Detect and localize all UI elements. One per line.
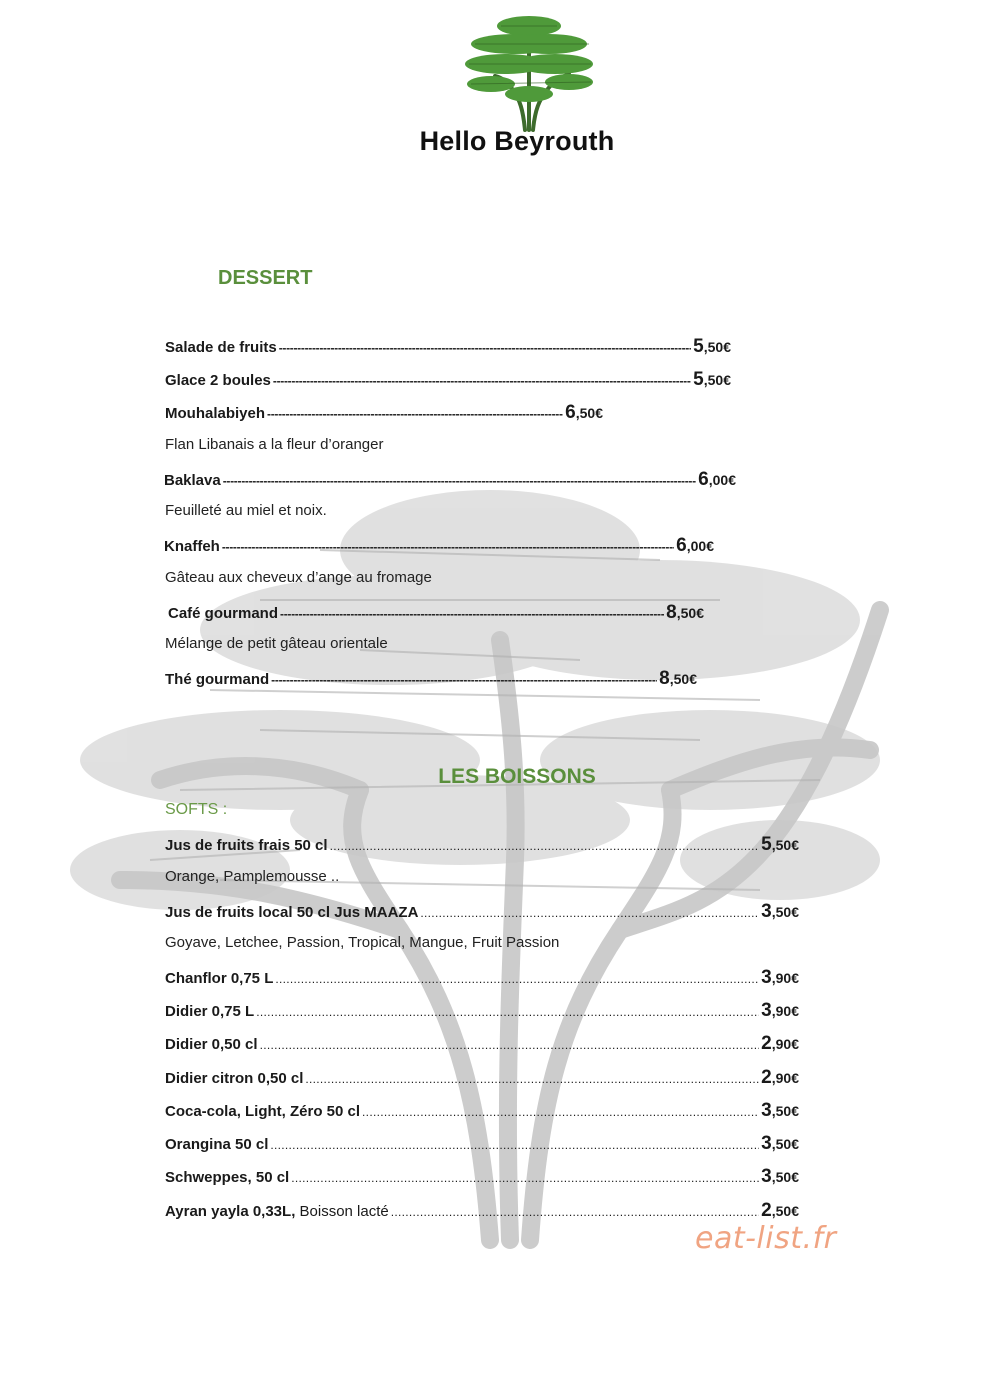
menu-item <box>165 402 603 424</box>
menu-item <box>165 1200 799 1222</box>
menu-item <box>165 967 799 989</box>
item-description: Mélange de petit gâteau orientale <box>165 635 388 652</box>
item-name: Didier 0,75 L <box>165 1003 255 1020</box>
leader-dots <box>420 906 759 920</box>
leader-dashes <box>223 474 696 488</box>
item-name: Baklava <box>164 472 221 489</box>
restaurant-name: Hello Beyrouth <box>419 126 615 156</box>
item-name: Didier 0,50 cl <box>165 1036 258 1053</box>
leader-dots <box>305 1072 759 1086</box>
item-name: Salade de fruits <box>165 339 277 356</box>
item-name: Jus de fruits local 50 cl Jus MAAZA <box>165 904 419 921</box>
menu-item <box>165 1166 799 1188</box>
item-price: 2,90€ <box>761 1033 799 1054</box>
item-description: Feuilleté au miel et noix. <box>165 502 327 519</box>
item-price: 3,90€ <box>761 1000 799 1021</box>
item-name: Café gourmand <box>168 605 279 622</box>
leader-dashes <box>273 374 691 388</box>
item-description: Gâteau aux cheveux d’ange au fromage <box>165 569 432 586</box>
item-name: Didier citron 0,50 cl <box>165 1070 304 1087</box>
item-description: Orange, Pamplemousse .. <box>165 868 340 885</box>
item-name: Knaffeh <box>164 538 220 555</box>
menu-item <box>165 336 731 358</box>
leader-dots <box>256 1005 759 1019</box>
item-price: 3,50€ <box>761 1100 799 1121</box>
leader-dots <box>270 1138 759 1152</box>
menu-item <box>168 602 704 624</box>
menu-item <box>165 1000 799 1022</box>
item-name: Orangina 50 cl <box>165 1136 269 1153</box>
item-name: Coca-cola, Light, Zéro 50 cl <box>165 1103 361 1120</box>
item-price: 2,90€ <box>761 1067 799 1088</box>
leader-dots <box>291 1171 759 1185</box>
menu-item <box>165 901 799 923</box>
item-price: 3,50€ <box>761 1166 799 1187</box>
menu-item <box>164 535 714 557</box>
item-price: 8,50€ <box>659 668 697 689</box>
item-name: Ayran yayla 0,33L, Boisson lacté <box>165 1203 389 1220</box>
leader-dashes <box>222 540 674 554</box>
item-price: 5,50€ <box>693 336 731 357</box>
menu-item <box>164 469 736 491</box>
leader-dots <box>391 1205 759 1219</box>
item-name: Chanflor 0,75 L <box>165 970 274 987</box>
item-price: 3,50€ <box>761 1133 799 1154</box>
leader-dots <box>275 972 759 986</box>
item-price: 2,50€ <box>761 1200 799 1221</box>
menu-item <box>165 1067 799 1089</box>
softs-subheading: SOFTS : <box>165 801 228 818</box>
item-price: 6,50€ <box>565 402 603 423</box>
leader-dots <box>362 1105 759 1119</box>
item-name: Jus de fruits frais 50 cl <box>165 837 328 854</box>
boissons-section-title: LES BOISSONS <box>438 765 596 788</box>
item-description: Goyave, Letchee, Passion, Tropical, Mangue, Fruit Passion <box>165 934 560 951</box>
item-name: Mouhalabiyeh <box>165 405 266 422</box>
item-price: 5,50€ <box>761 834 799 855</box>
item-price: 6,00€ <box>698 469 736 490</box>
menu-item <box>165 1033 799 1055</box>
item-name: Schweppes, 50 cl <box>165 1169 290 1186</box>
leader-dots <box>260 1038 760 1052</box>
item-price: 3,50€ <box>761 901 799 922</box>
leader-dashes <box>279 341 691 355</box>
leader-dashes <box>271 673 657 687</box>
menu-item <box>165 834 799 856</box>
menu-item <box>165 369 731 391</box>
dessert-section-title: DESSERT <box>218 267 313 289</box>
menu-item <box>165 1100 799 1122</box>
item-price: 6,00€ <box>676 535 714 556</box>
item-price: 8,50€ <box>666 602 704 623</box>
item-price: 3,90€ <box>761 967 799 988</box>
menu-item <box>165 668 697 690</box>
watermark-text: eat-list.fr <box>695 1221 837 1256</box>
item-name: Glace 2 boules <box>165 372 271 389</box>
leader-dashes <box>280 607 664 621</box>
item-name: Thé gourmand <box>165 671 270 688</box>
item-price: 5,50€ <box>693 369 731 390</box>
leader-dashes <box>267 407 563 421</box>
leader-dots <box>330 839 760 853</box>
item-description: Flan Libanais a la fleur d’oranger <box>165 436 384 453</box>
cedar-tree-icon <box>465 10 595 132</box>
menu-item <box>165 1133 799 1155</box>
